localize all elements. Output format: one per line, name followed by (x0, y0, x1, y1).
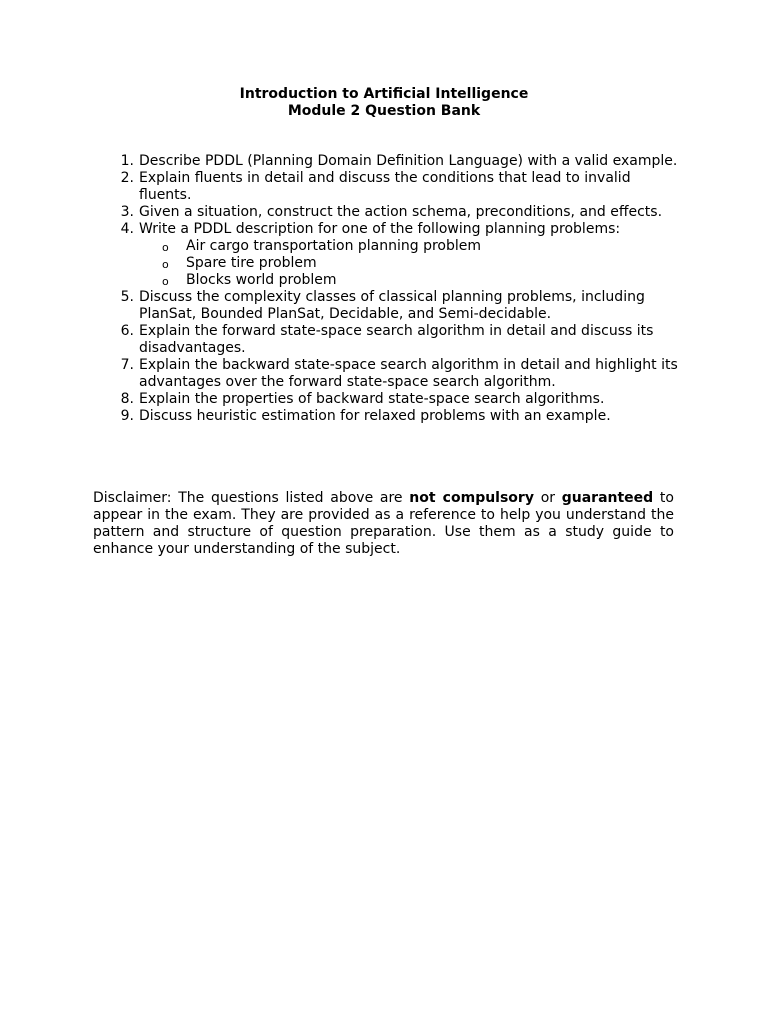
question-item (0, 153, 679, 170)
document-title (0, 86, 768, 120)
question-text: Describe PDDL (Planning Domain Definition Language) with a valid example. (139, 153, 678, 169)
question-text: Explain the backward state-space search algorithm in detail and highlight its advantages over the forward state-space search algorithm. (139, 357, 678, 390)
question-number: 4. (120, 221, 134, 237)
sub-question-list (139, 238, 679, 289)
question-text: Explain the forward state-space search algorithm in detail and discuss its disadvantages. (139, 323, 654, 356)
disclaimer-text: Disclaimer: The questions listed above are (93, 490, 410, 506)
disclaimer-text: to appear in the exam. They are provided as a reference to help you understand the pattern and structure of question preparation. Use them as a study guide to enhance your understanding of the subject. (93, 490, 674, 557)
question-item (0, 204, 679, 221)
question-number: 5. (120, 289, 134, 305)
question-item (0, 408, 679, 425)
sub-question-item (139, 272, 679, 289)
question-number: 1. (120, 153, 134, 169)
sub-question-text: Spare tire problem (186, 255, 317, 271)
bullet-icon: o (162, 275, 169, 288)
question-number: 7. (120, 357, 134, 373)
question-number: 3. (120, 204, 134, 220)
disclaimer-emphasis: guaranteed (561, 490, 654, 506)
sub-question-item (139, 238, 679, 255)
question-item (0, 289, 679, 323)
question-text: Explain fluents in detail and discuss the conditions that lead to invalid fluents. (139, 170, 631, 203)
bullet-icon: o (162, 241, 169, 254)
question-number: 2. (120, 170, 134, 186)
question-item (0, 170, 679, 204)
question-text: Write a PDDL description for one of the following planning problems: (139, 221, 621, 237)
question-list (0, 153, 768, 425)
sub-question-text: Air cargo transportation planning problem (186, 238, 482, 254)
question-text: Discuss the complexity classes of classical planning problems, including PlanSat, Bounded PlanSat, Decidable, and Semi-decidable. (139, 289, 645, 322)
question-text: Given a situation, construct the action schema, preconditions, and effects. (139, 204, 663, 220)
title-line-1: Introduction to Artificial Intelligence (239, 86, 529, 102)
title-line-2: Module 2 Question Bank (287, 103, 481, 119)
sub-question-text: Blocks world problem (186, 272, 337, 288)
sub-question-item (139, 255, 679, 272)
disclaimer-emphasis: not compulsory (409, 490, 534, 506)
question-item (0, 391, 679, 408)
question-item (0, 221, 679, 289)
question-item (0, 357, 679, 391)
disclaimer-paragraph (93, 490, 674, 558)
question-number: 6. (120, 323, 134, 339)
question-text: Explain the properties of backward state-space search algorithms. (139, 391, 605, 407)
disclaimer-text: or (533, 490, 562, 506)
question-number: 8. (120, 391, 134, 407)
question-number: 9. (120, 408, 134, 424)
question-text: Discuss heuristic estimation for relaxed problems with an example. (139, 408, 611, 424)
question-item (0, 323, 679, 357)
bullet-icon: o (162, 258, 169, 271)
